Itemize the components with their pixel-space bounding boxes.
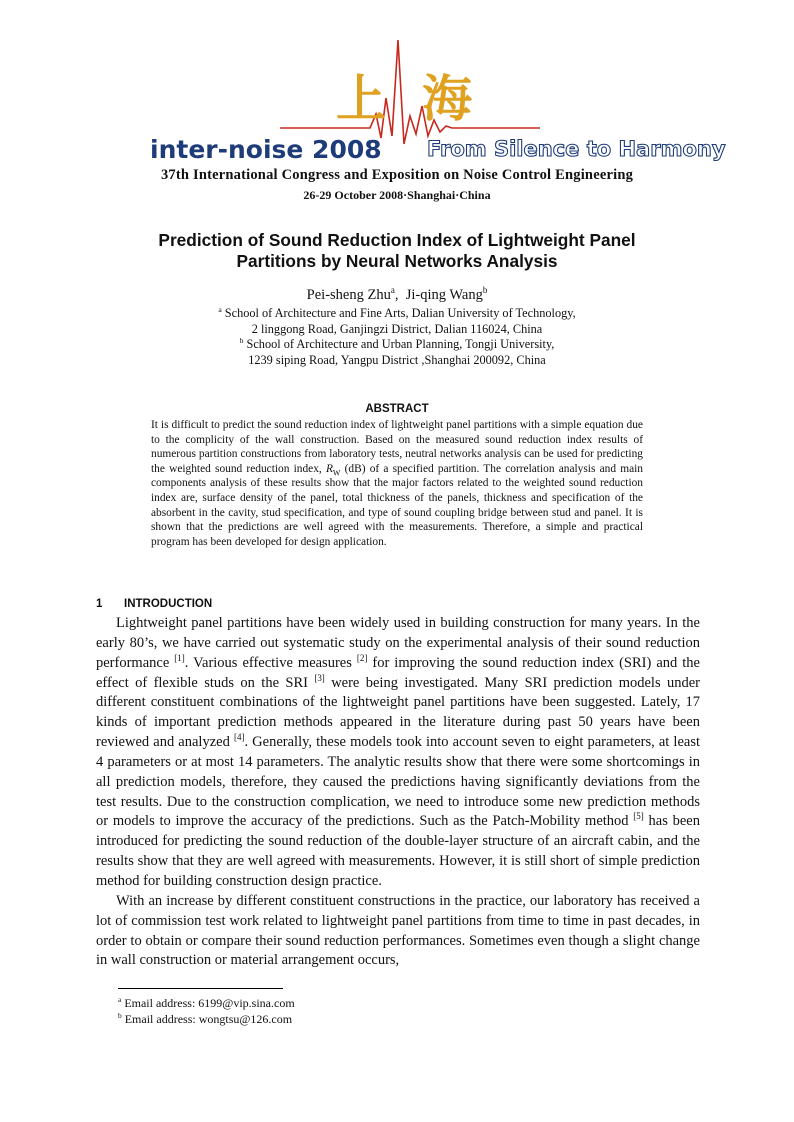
affiliation-text: School of Architecture and Urban Planning, Tongji University, — [246, 337, 555, 351]
paragraph — [96, 614, 700, 892]
section-number: 1 — [96, 598, 103, 610]
author-mark: a — [390, 285, 395, 296]
affiliations — [0, 306, 794, 368]
conference-logo — [140, 36, 726, 168]
section-heading — [96, 598, 212, 610]
author-name: Pei-sheng Zhu — [306, 287, 391, 303]
citation: [1] — [174, 652, 185, 663]
paper-title — [100, 230, 694, 272]
affiliation-line — [0, 306, 794, 322]
brand-name: inter-noise 2008 — [150, 135, 382, 164]
section-title: INTRODUCTION — [124, 598, 213, 610]
author-list — [0, 287, 794, 304]
city-glyphs: 上海 — [336, 70, 508, 128]
text-run: . Generally, these models took into account seven to eight parameters, at least 4 parameters or at most 14 parameters. The analytic results show that there were some shortcomings in all prediction models, therefore, they caused the predictions having significantly deviations from the test results. Due to the construction complication, we need to introduce some new prediction methods or models to improve the accuracy of the predictions. Such as the Patch-Mobility method — [96, 734, 700, 830]
slogan: From Silence to Harmony — [427, 137, 726, 161]
rw-subscript: W — [332, 468, 341, 478]
section-body — [96, 614, 700, 971]
footnotes — [118, 996, 295, 1027]
text-run: Lightweight panel partitions have been widely used in building construction for many years. In the early 80’s, we have carried out systematic study on the experimental analysis of their sound reduction performance — [96, 615, 700, 671]
affiliation-line: 1239 siping Road, Yangpu District ,Shanghai 200092, China — [248, 352, 546, 367]
rw-symbol: R — [325, 462, 333, 475]
author-name: Ji-qing Wang — [405, 287, 483, 303]
abstract-part: (dB) of a specified partition. The correlation analysis and main components analysis of these results show that the major factors related to the weighted sound reduction index are, surface density of the panel, total thickness of the panels, thickness and specification of the absorbent in the cavity, stud specification, and type of sound coupling bridge between stud and panel. It is shown that the predictions are well agreed with the measurements. Therefore, a simple and practical program has been developed for design application. — [151, 462, 643, 548]
title-line-2: Partitions by Neural Networks Analysis — [236, 251, 558, 271]
affiliation-text: School of Architecture and Fine Arts, Dalian University of Technology, — [224, 306, 576, 320]
affiliation-line — [0, 337, 794, 353]
footnote-mark: b — [118, 1010, 122, 1020]
text-run: for improving the sound reduction index (SRI) and the effect of flexible studs on the SRI — [96, 654, 700, 691]
footnote-text: Email address: wongtsu@126.com — [124, 1011, 293, 1026]
citation: [3] — [314, 672, 325, 683]
title-line-1: Prediction of Sound Reduction Index of Lightweight Panel — [158, 230, 636, 250]
citation: [2] — [356, 652, 368, 663]
author-separator: , — [394, 287, 399, 303]
footnote-text: Email address: 6199@vip.sina.com — [124, 996, 295, 1010]
footnote — [118, 1012, 295, 1028]
abstract-part: It is difficult to predict the sound reduction index of lightweight panel partitions with a simple equation due to the complicity of the wall construction. Based on the measured sound reduction index results of numerous partition constructions from laboratory tests, neutral networks analysis can be used for predicting the weighted sound reduction index, — [151, 419, 643, 475]
citation: [5] — [633, 811, 644, 822]
text-run: were being investigated. Many SRI prediction models under different constituent combinations of the lightweight panel partitions have been suggested. Lately, 17 kinds of important prediction methods appeared in the literature during past 50 years have been reviewed and analyzed — [96, 674, 700, 751]
text-run: has been introduced for predicting the sound reduction of the double-layer structure of an aircraft cabin, and the results show that they are well agreed with measurements. However, it is still short of simple prediction method for building construction design practice. — [96, 813, 700, 889]
footnote-mark: a — [118, 995, 122, 1004]
affiliation-line: 2 linggong Road, Ganjingzi District, Dalian 116024, China — [251, 321, 543, 336]
author-mark: b — [482, 285, 488, 296]
affiliation-mark: a — [218, 304, 222, 314]
affiliation-mark: b — [239, 335, 244, 345]
abstract-heading: ABSTRACT — [365, 403, 429, 415]
paragraph: With an increase by different constituent constructions in the practice, our laboratory has received a lot of commission test work related to lightweight panel partitions from time to time in past decades, in order to obtain or compare their sound reduction performances. Sometimes even though a slight change in wall construction or material arrangement occurs, — [96, 892, 700, 969]
footnote-divider — [118, 988, 283, 989]
citation: [4] — [233, 732, 245, 743]
text-run: . Various effective measures — [184, 654, 357, 671]
conference-dates: 26-29 October 2008·Shanghai·China — [303, 188, 491, 202]
abstract-text — [151, 418, 643, 549]
conference-name: 37th International Congress and Exposition on Noise Control Engineering — [160, 167, 634, 183]
footnote — [118, 996, 295, 1012]
